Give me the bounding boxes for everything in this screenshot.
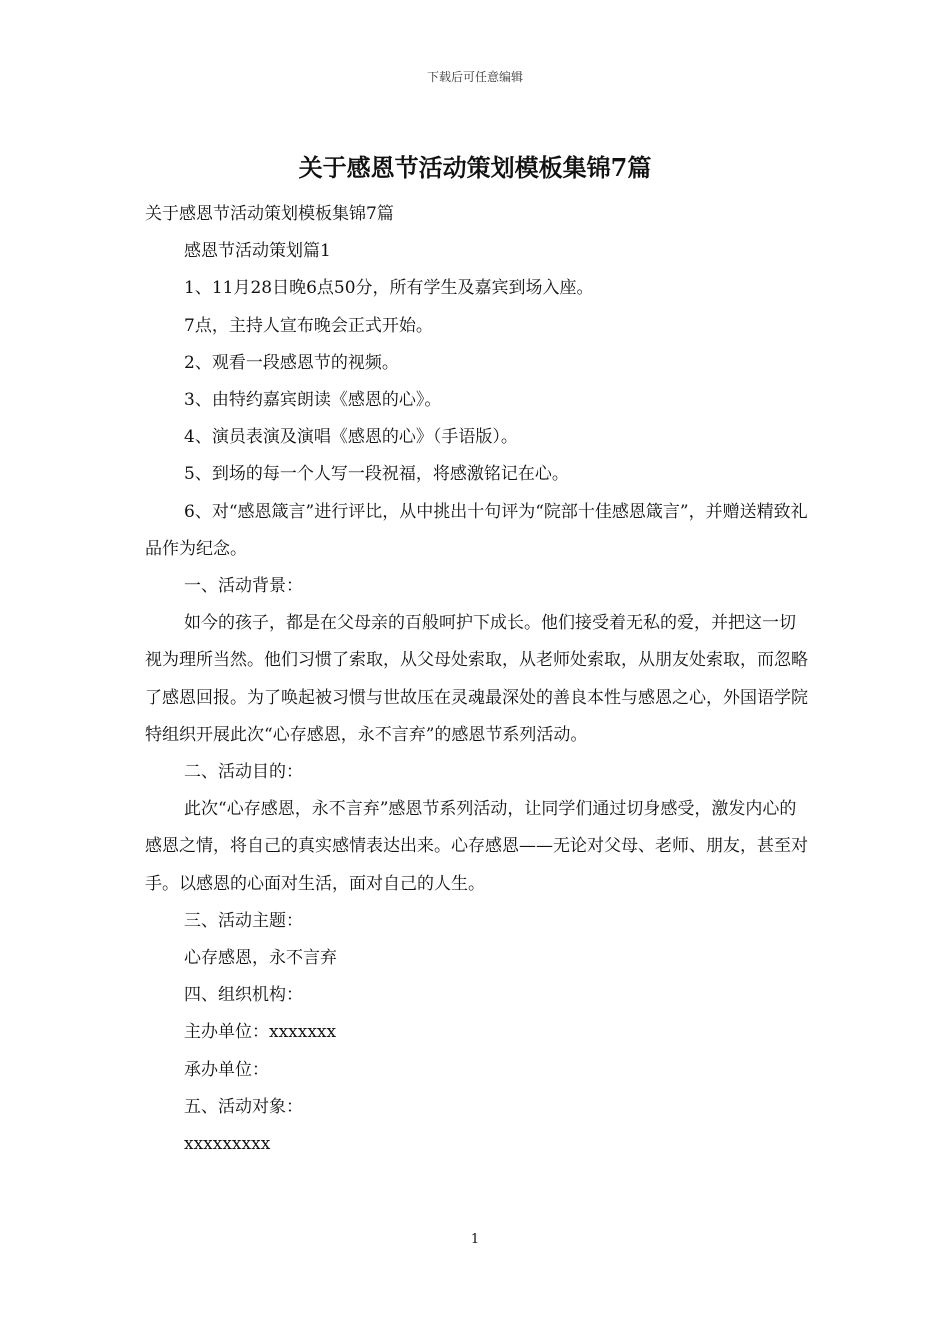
paragraph-theme: 心存感恩，永不言弃: [184, 948, 337, 969]
paragraph-step-6: 6、对“感恩箴言”进行评比，从中挑出十句评为“院部十佳感恩箴言”，并赠送精致礼品作为纪念。: [145, 501, 808, 559]
paragraph-step-2: 2、观看一段感恩节的视频。: [184, 352, 399, 373]
paragraph-background: 如今的孩子，都是在父母亲的百般呵护下成长。他们接受着无私的爱，并把这一切视为理所当然。他们习惯了索取，从父母处索取，从老师处索取，从朋友处索取，而忽略了感恩回报。为了唤起被习惯与世故压在灵魂最深处的善良本性与感恩之心，外国语学院特组织开展此次“心存感恩，永不言弃”的感恩节系列活动。: [145, 613, 808, 745]
page-number: 1: [470, 1232, 480, 1247]
paragraph-host: 主办单位：xxxxxxx: [184, 1022, 337, 1043]
document-body: [145, 196, 810, 1163]
heading-purpose: 二、活动目的：: [184, 762, 303, 783]
paragraph-step-1: 1、11月28日晚6点50分，所有学生及嘉宾到场入座。: [184, 278, 594, 299]
paragraph-audience: xxxxxxxxx: [184, 1134, 271, 1155]
heading-organization: 四、组织机构：: [184, 985, 303, 1006]
paragraph-subtitle: 关于感恩节活动策划模板集锦7篇: [145, 204, 394, 224]
heading-audience: 五、活动对象：: [184, 1096, 303, 1117]
paragraph-section-heading: 感恩节活动策划篇1: [184, 241, 331, 262]
paragraph-step-3: 3、由特约嘉宾朗读《感恩的心》。: [184, 390, 442, 411]
paragraph-step-4: 4、演员表演及演唱《感恩的心》（手语版）。: [184, 427, 518, 448]
paragraph-purpose: 此次“心存感恩，永不言弃”感恩节系列活动，让同学们通过切身感受，激发内心的感恩之情，将自己的真实感情表达出来。心存感恩——无论对父母、老师、朋友，甚至对手。以感恩的心面对生活，面对自己的人生。: [145, 799, 808, 894]
document-title: 关于感恩节活动策划模板集锦7篇: [298, 153, 652, 182]
paragraph-organizer: 承办单位：: [184, 1059, 269, 1080]
paragraph-step-5: 5、到场的每一个人写一段祝福，将感激铭记在心。: [184, 464, 569, 485]
header-note: 下载后可任意编辑: [426, 70, 523, 84]
heading-background: 一、活动背景：: [184, 576, 303, 597]
paragraph-step-1-note: 7点，主持人宣布晚会正式开始。: [184, 315, 433, 336]
heading-theme: 三、活动主题：: [184, 910, 303, 931]
